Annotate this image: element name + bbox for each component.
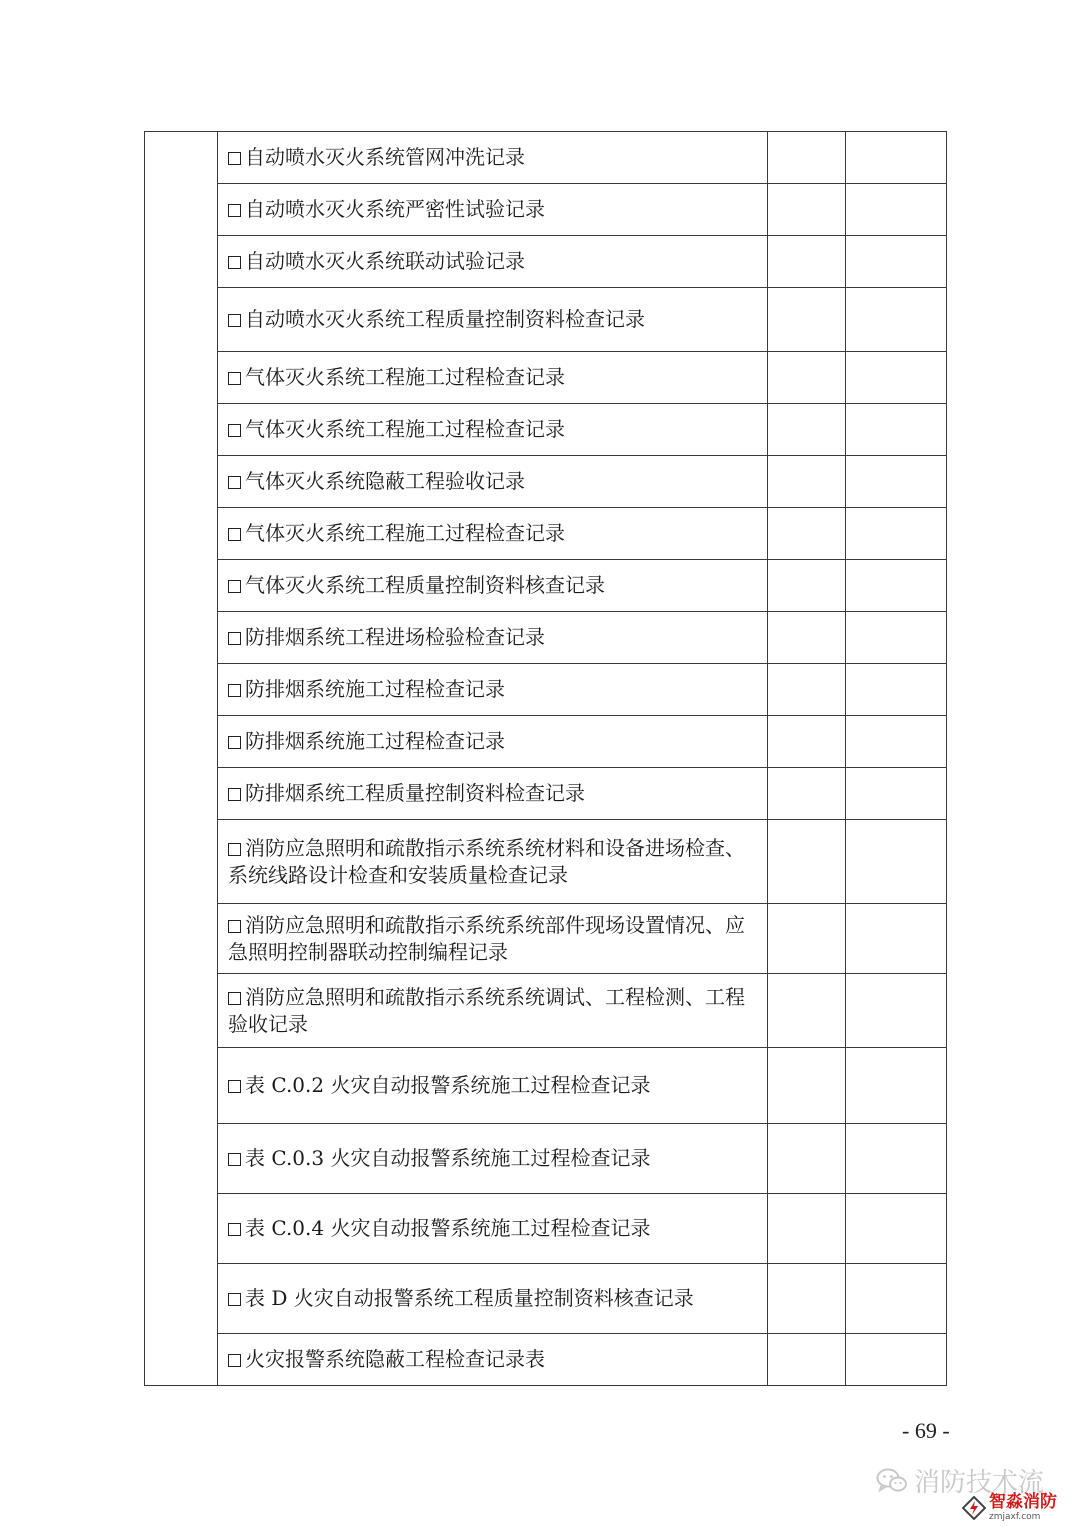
- checkbox-icon[interactable]: [228, 204, 241, 217]
- table-row: [145, 456, 947, 508]
- record-item-cell: [218, 352, 768, 404]
- checkbox-icon[interactable]: [228, 632, 241, 645]
- table-body: [145, 132, 947, 1386]
- record-item-cell: [218, 236, 768, 288]
- record-item-cell: [218, 820, 768, 904]
- table-row: [145, 768, 947, 820]
- table-row: [145, 716, 947, 768]
- checkbox-icon[interactable]: [228, 788, 241, 801]
- table-row: [145, 974, 947, 1048]
- record-item-label: 气体灭火系统工程施工过程检查记录: [245, 365, 565, 389]
- record-item-cell: [218, 132, 768, 184]
- record-item-cell: [218, 1124, 768, 1194]
- blank-cell: [846, 1124, 947, 1194]
- table-row: [145, 352, 947, 404]
- table-row: [145, 904, 947, 974]
- record-item-label: 防排烟系统工程质量控制资料检查记录: [245, 781, 585, 805]
- blank-cell: [846, 288, 947, 352]
- table-row: [145, 820, 947, 904]
- record-item-cell: [218, 768, 768, 820]
- checkbox-icon[interactable]: [228, 256, 241, 269]
- record-item-cell: [218, 184, 768, 236]
- record-item-label: 表 C.0.3 火灾自动报警系统施工过程检查记录: [245, 1146, 651, 1170]
- blank-cell: [768, 560, 846, 612]
- blank-cell: [846, 236, 947, 288]
- checkbox-icon[interactable]: [228, 424, 241, 437]
- blank-cell: [768, 716, 846, 768]
- record-item-label: 消防应急照明和疏散指示系统系统调试、工程检测、工程验收记录: [228, 984, 745, 1036]
- table-row: [145, 664, 947, 716]
- blank-cell: [846, 1264, 947, 1334]
- blank-cell: [768, 612, 846, 664]
- record-item-label: 火灾报警系统隐蔽工程检查记录表: [245, 1347, 545, 1371]
- blank-cell: [846, 1048, 947, 1124]
- checkbox-icon[interactable]: [228, 920, 241, 933]
- checkbox-icon[interactable]: [228, 152, 241, 165]
- blank-cell: [768, 1264, 846, 1334]
- record-item-cell: [218, 404, 768, 456]
- checkbox-icon[interactable]: [228, 736, 241, 749]
- record-item-cell: [218, 288, 768, 352]
- checkbox-icon[interactable]: [228, 528, 241, 541]
- record-item-label: 防排烟系统施工过程检查记录: [245, 729, 505, 753]
- record-item-cell: [218, 1194, 768, 1264]
- blank-cell: [768, 820, 846, 904]
- record-item-cell: [218, 508, 768, 560]
- blank-cell: [846, 664, 947, 716]
- table-row: [145, 560, 947, 612]
- blank-cell: [768, 352, 846, 404]
- table-row: [145, 184, 947, 236]
- checkbox-icon[interactable]: [228, 1354, 241, 1367]
- checkbox-icon[interactable]: [228, 372, 241, 385]
- records-table: [144, 131, 947, 1386]
- record-item-label: 表 C.0.2 火灾自动报警系统施工过程检查记录: [245, 1073, 651, 1097]
- checkbox-icon[interactable]: [228, 992, 241, 1005]
- checkbox-icon[interactable]: [228, 1080, 241, 1093]
- blank-cell: [846, 352, 947, 404]
- checkbox-icon[interactable]: [228, 476, 241, 489]
- table-row: [145, 132, 947, 184]
- category-cell: [145, 132, 218, 1386]
- table-row: [145, 1194, 947, 1264]
- blank-cell: [768, 184, 846, 236]
- blank-cell: [846, 456, 947, 508]
- blank-cell: [768, 508, 846, 560]
- blank-cell: [846, 560, 947, 612]
- checkbox-icon[interactable]: [228, 580, 241, 593]
- checkbox-icon[interactable]: [228, 843, 241, 856]
- record-item-cell: [218, 1048, 768, 1124]
- record-item-label: 消防应急照明和疏散指示系统系统部件现场设置情况、应急照明控制器联动控制编程记录: [228, 912, 745, 964]
- blank-cell: [768, 1334, 846, 1386]
- page-number: - 69 -: [902, 1418, 950, 1443]
- blank-cell: [846, 904, 947, 974]
- blank-cell: [846, 820, 947, 904]
- blank-cell: [768, 768, 846, 820]
- blank-cell: [846, 612, 947, 664]
- record-item-label: 气体灭火系统工程质量控制资料核查记录: [245, 573, 605, 597]
- blank-cell: [846, 716, 947, 768]
- table-row: [145, 1334, 947, 1386]
- record-item-label: 自动喷水灭火系统联动试验记录: [245, 249, 525, 273]
- blank-cell: [768, 456, 846, 508]
- record-item-cell: [218, 1264, 768, 1334]
- table-row: [145, 1048, 947, 1124]
- blank-cell: [846, 768, 947, 820]
- blank-cell: [846, 184, 947, 236]
- record-item-label: 表 D 火灾自动报警系统工程质量控制资料核查记录: [245, 1286, 694, 1310]
- table-row: [145, 288, 947, 352]
- blank-cell: [768, 404, 846, 456]
- record-item-label: 气体灭火系统隐蔽工程验收记录: [245, 469, 525, 493]
- checkbox-icon[interactable]: [228, 1223, 241, 1236]
- record-item-label: 自动喷水灭火系统工程质量控制资料检查记录: [245, 307, 645, 331]
- blank-cell: [768, 1194, 846, 1264]
- record-item-cell: [218, 664, 768, 716]
- table-row: [145, 508, 947, 560]
- table-row: [145, 236, 947, 288]
- table-row: [145, 612, 947, 664]
- wechat-icon: [876, 1467, 908, 1495]
- record-item-cell: [218, 974, 768, 1048]
- checkbox-icon[interactable]: [228, 1153, 241, 1166]
- blank-cell: [846, 404, 947, 456]
- brand-name: 智淼消防: [989, 1492, 1057, 1512]
- blank-cell: [768, 288, 846, 352]
- record-item-label: 气体灭火系统工程施工过程检查记录: [245, 521, 565, 545]
- blank-cell: [846, 508, 947, 560]
- record-item-cell: [218, 716, 768, 768]
- blank-cell: [768, 132, 846, 184]
- brand-url: zmjaxf.com: [989, 1512, 1041, 1522]
- record-item-label: 防排烟系统施工过程检查记录: [245, 677, 505, 701]
- table-row: [145, 1124, 947, 1194]
- table-row: [145, 404, 947, 456]
- blank-cell: [846, 974, 947, 1048]
- record-item-cell: [218, 904, 768, 974]
- record-item-cell: [218, 456, 768, 508]
- record-item-label: 表 C.0.4 火灾自动报警系统施工过程检查记录: [245, 1216, 651, 1240]
- blank-cell: [768, 1048, 846, 1124]
- record-item-cell: [218, 1334, 768, 1386]
- blank-cell: [768, 236, 846, 288]
- blank-cell: [768, 1124, 846, 1194]
- record-item-cell: [218, 560, 768, 612]
- blank-cell: [768, 664, 846, 716]
- checkbox-icon[interactable]: [228, 1293, 241, 1306]
- record-item-label: 消防应急照明和疏散指示系统系统材料和设备进场检查、系统线路设计检查和安装质量检查记录: [228, 835, 745, 887]
- brand-block: [962, 1494, 1057, 1522]
- watermark-text: 消防技术流: [914, 1468, 1045, 1498]
- table-row: [145, 1264, 947, 1334]
- blank-cell: [846, 1334, 947, 1386]
- record-item-label: 防排烟系统工程进场检验检查记录: [245, 625, 545, 649]
- blank-cell: [846, 132, 947, 184]
- record-item-label: 自动喷水灭火系统管网冲洗记录: [245, 145, 525, 169]
- blank-cell: [768, 974, 846, 1048]
- checkbox-icon[interactable]: [228, 684, 241, 697]
- brand-logo-icon: [962, 1496, 986, 1520]
- blank-cell: [846, 1194, 947, 1264]
- checkbox-icon[interactable]: [228, 314, 241, 327]
- record-item-label: 气体灭火系统工程施工过程检查记录: [245, 417, 565, 441]
- blank-cell: [768, 904, 846, 974]
- record-item-label: 自动喷水灭火系统严密性试验记录: [245, 197, 545, 221]
- record-item-cell: [218, 612, 768, 664]
